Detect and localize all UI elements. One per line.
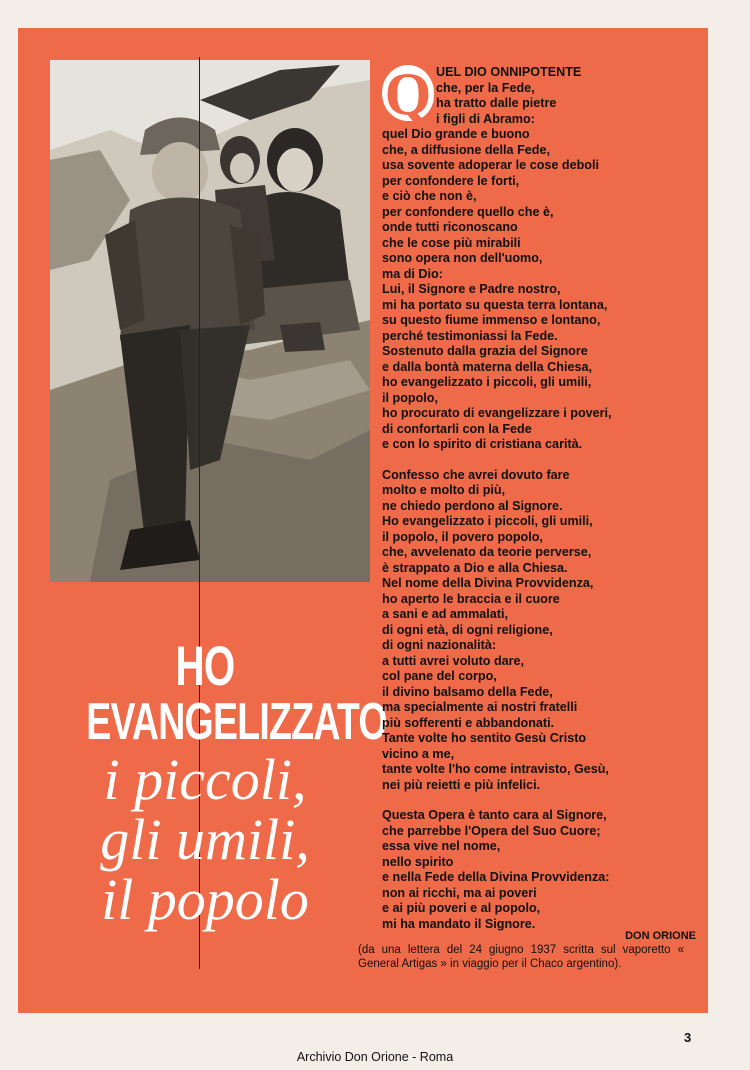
letter-line: e nella Fede della Divina Provvidenza: [382,870,610,884]
letter-line: di ogni nazionalità: [382,638,497,652]
headline-line-1: HO [175,634,235,697]
letter-line: il divino balsamo della Fede, [382,684,553,699]
photo-children [50,60,370,582]
letter-line: Ho evangelizzato i piccoli, gli umili, [382,514,593,528]
signature: DON ORIONE [625,930,696,942]
letter-line: ho procurato di evangelizzare i poveri, [382,406,612,420]
letter-line: essa vive nel nome, [382,839,501,853]
letter-line: che, avvelenato da teorie perverse, [382,545,592,559]
archive-label: Archivio Don Orione - Roma [296,1050,454,1064]
letter-line: sono opera non dell'uomo, [382,251,543,265]
letter-line: di confortarli con la Fede [382,421,532,436]
letter-line: per confondere quello che è, [382,204,554,219]
letter-line: e dalla bontà materna della Chiesa, [382,359,592,374]
letter-line: Confesso che avrei dovuto fare [382,467,570,482]
letter-line: e ciò che non è, [382,189,477,203]
letter-line: ne chiedo perdono al Signore. [382,498,563,513]
headline-line-5: il popolo [101,867,309,932]
letter-line: ha tratto dalle pietre [436,96,557,110]
letter-line: mi ha portato su questa terra lontana, [382,297,608,312]
page-number: 3 [684,1030,692,1045]
headline [40,634,387,932]
letter-line: che le cose più mirabili [382,235,521,250]
letter-line: Questa Opera è tanto cara al Signore, [382,808,607,822]
letter-line: i figli di Abramo: [436,111,535,126]
headline-line-4: gli umili, [100,807,310,872]
letter-line: di ogni età, di ogni religione, [382,622,553,637]
headline-line-2: EVANGELIZZATO [86,693,387,751]
letter-line: nei più reietti e più infelici. [382,777,541,792]
letter-line: ma specialmente ai nostri fratelli [382,700,578,714]
letter-line: molto e molto di più, [382,483,506,497]
letter-line: che, a diffusione della Fede, [382,142,550,157]
letter-line: più sofferenti e abbandonati. [382,715,555,730]
letter-text [382,61,692,947]
drop-cap: Q [382,65,434,121]
letter-line: Sostenuto dalla grazia del Signore [382,344,588,358]
photo-illustration [50,60,370,582]
letter-line: Nel nome della Divina Provvidenza, [382,576,594,590]
letter-paragraph-2 [382,468,692,794]
letter-line: quel Dio grande e buono [382,127,530,141]
letter-line: ho aperto le braccia e il cuore [382,591,560,606]
letter-line: il popolo, [382,390,438,405]
letter-line: ma di Dio: [382,266,443,281]
letter-line: Tante volte ho sentito Gesù Cristo [382,731,587,745]
letter-line: nello spirito [382,854,454,869]
source-note: (da una lettera del 24 giugno 1937 scritta sul vaporetto « General Artigas » in viaggio per il Chaco argentino). [358,944,684,970]
letter-line: perché testimoniassi la Fede. [382,328,558,343]
letter-line: è strappato a Dio e alla Chiesa. [382,560,568,575]
letter-line: su questo fiume immenso e lontano, [382,313,601,327]
letter-line: usa sovente adoperar le cose deboli [382,158,599,172]
letter-line: mi ha mandato il Signore. [382,916,536,931]
letter-paragraph-1 [382,61,692,453]
letter-line: tante volte l'ho come intravisto, Gesù, [382,762,609,776]
letter-line: ho evangelizzato i piccoli, gli umili, [382,375,592,389]
letter-line: vicino a me, [382,746,455,761]
letter-line: e ai più poveri e al popolo, [382,901,541,915]
letter-first-line: UEL DIO ONNIPOTENTE [436,65,582,79]
letter-line: a sani e ad ammalati, [382,607,508,621]
headline-line-3: i piccoli, [103,747,307,812]
letter-line: e con lo spirito di cristiana carità. [382,437,583,451]
letter-line: che parrebbe l'Opera del Suo Cuore; [382,823,601,838]
letter-line: onde tutti riconoscano [382,220,518,234]
letter-line: il popolo, il povero popolo, [382,529,543,544]
letter-paragraph-3 [382,808,692,932]
letter-line: col pane del corpo, [382,669,497,683]
letter-line: a tutti avrei voluto dare, [382,653,525,668]
letter-line: non ai ricchi, ma ai poveri [382,885,537,900]
letter-line: per confondere le forti, [382,173,520,188]
letter-line: Lui, il Signore e Padre nostro, [382,282,561,296]
letter-line: che, per la Fede, [436,80,535,95]
